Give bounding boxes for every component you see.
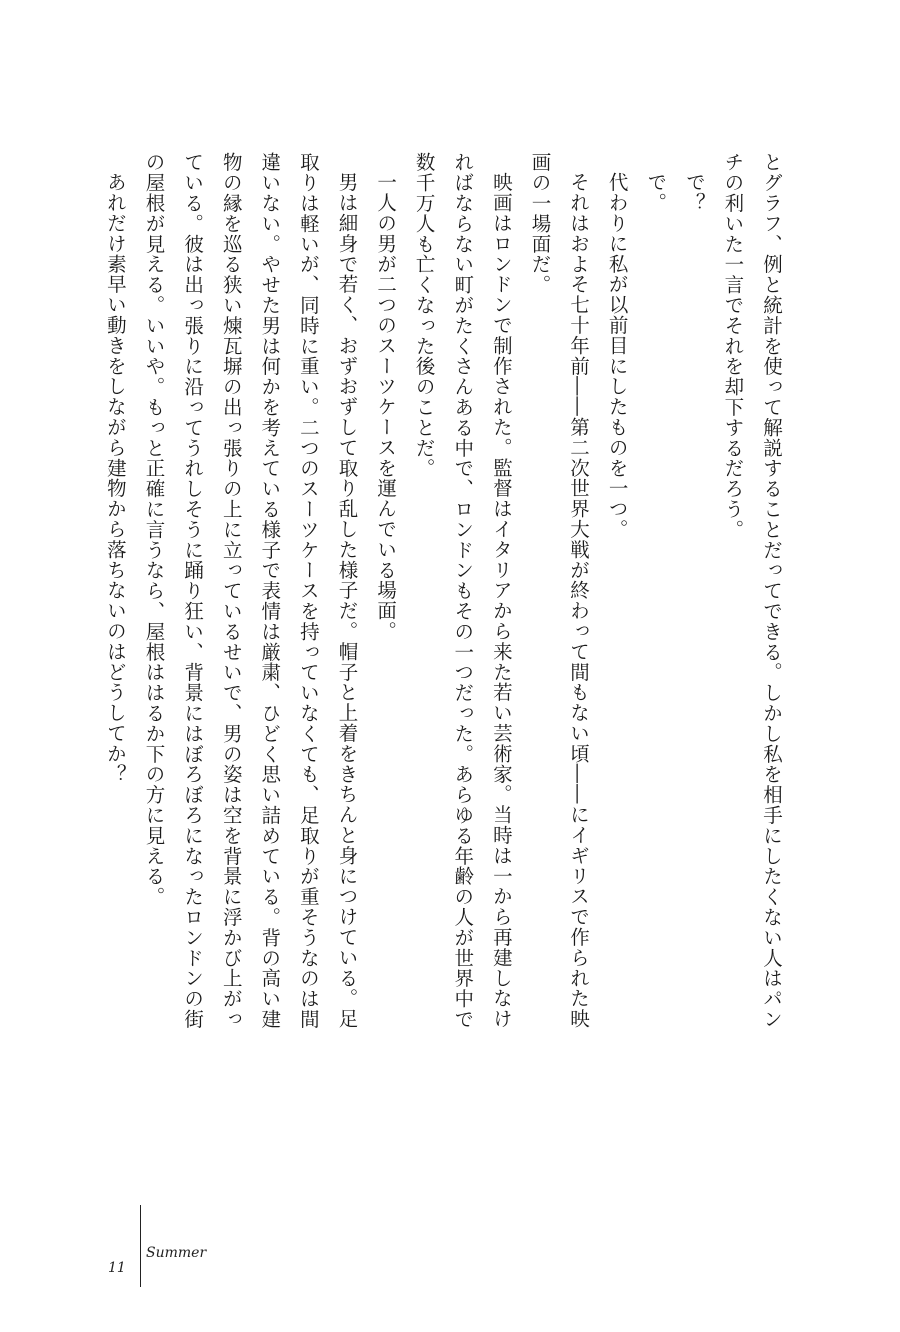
text-line: 映画はロンドンで制作された。監督はイタリアから来た若い芸術家。当時は一から再建しなけ [489, 171, 513, 1029]
running-title: Summer [146, 1245, 207, 1261]
text-line: 取りは軽いが、同時に重い。二つのスーツケースを持っていなくても、足取りが重そうなのは間 [296, 152, 320, 1030]
text-line: 数千万人も亡くなった後のことだ。 [412, 152, 436, 479]
text-line: あれだけ素早い動きをしながら建物から落ちないのはどうしてか？ [103, 171, 127, 784]
text-line: 物の縁を巡る狭い煉瓦塀の出っ張りの上に立っているせいで、男の姿は空を背景に浮かび上がっ [219, 152, 243, 1030]
text-line: チの利いた一言でそれを却下するだろう。 [721, 152, 745, 540]
text-line: で？ [682, 171, 706, 213]
page-number: 11 [108, 1260, 126, 1276]
text-line: ている。彼は出っ張りに沿ってうれしそうに踊り狂い、背景にはぼろぼろになったロンドンの街 [181, 152, 205, 1030]
vertical-body-text [95, 152, 790, 1142]
text-line: とグラフ、例と統計を使って解説することだってできる。しかし私を相手にしたくない人はパン [760, 152, 783, 1030]
text-line: 画の一場面だ。 [528, 152, 552, 295]
text-line: それはおよそ七十年前――第二次世界大戦が終わって間もない頃――にイギリスで作られた映 [567, 171, 591, 1029]
text-line: ればならない町がたくさんある中で、ロンドンもその一つだった。あらゆる年齢の人が世界中で [451, 152, 475, 1030]
text-line: 代わりに私が以前目にしたものを一つ。 [605, 171, 629, 539]
folio-divider [140, 1205, 141, 1287]
text-line: 違いない。やせた男は何かを考えている様子で表情は厳粛、ひどく思い詰めている。背の高い建 [258, 152, 282, 1030]
text-line: 男は細身で若く、おずおずして取り乱した様子だ。帽子と上着をきちんと身につけている。足 [335, 171, 359, 1029]
text-line: で。 [644, 171, 668, 213]
text-line: 一人の男が二つのスーツケースを運んでいる場面。 [374, 171, 398, 641]
text-line: の屋根が見える。いいや。もっと正確に言うなら、屋根ははるか下の方に見える。 [142, 152, 166, 907]
